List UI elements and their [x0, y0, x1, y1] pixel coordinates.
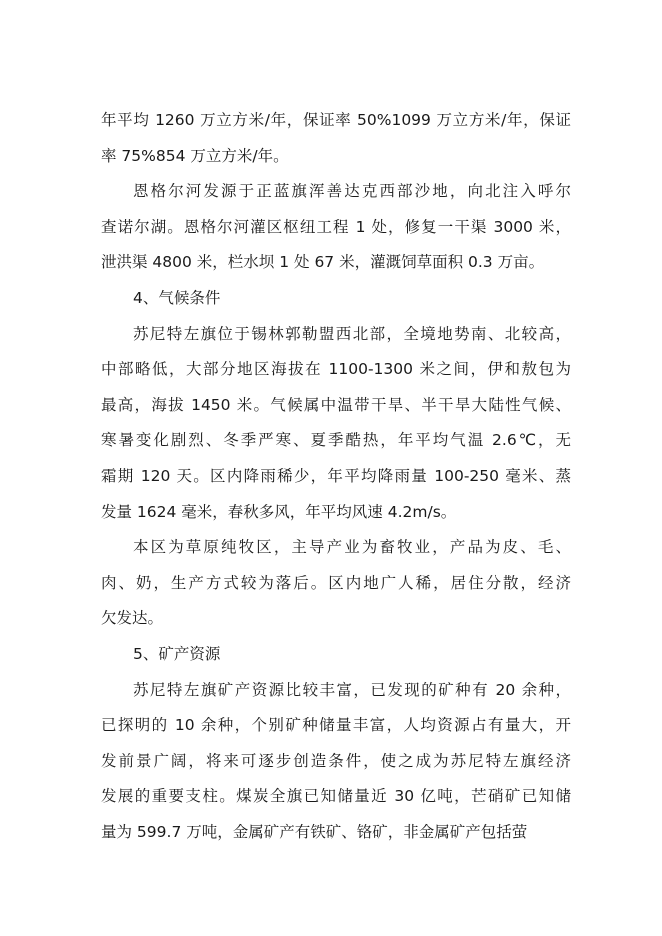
- text-line: 率 75%854 万立方米/年。: [101, 146, 289, 165]
- section-heading: 4、气候条件: [133, 288, 221, 307]
- text-line: 中部略低，大部分地区海拔在 1100-1300 米之间，伊和敖包为: [101, 360, 571, 379]
- text-line: 肉、奶，生产方式较为落后。区内地广人稀，居住分散，经济: [101, 573, 571, 592]
- paragraph-heading-climate: [101, 281, 571, 317]
- paragraph-climate: [101, 317, 571, 531]
- paragraph-water-supply-cont: [101, 103, 571, 174]
- section-heading: 5、矿产资源: [133, 644, 221, 663]
- text-line: 苏尼特左旗位于锡林郭勒盟西北部，全境地势南、北较高，: [133, 324, 571, 343]
- text-line: 查诺尔湖。恩格尔河灌区枢纽工程 1 处，修复一干渠 3000 米，: [101, 217, 571, 236]
- text-line: 本区为草原纯牧区，主导产业为畜牧业，产品为皮、毛、: [133, 538, 571, 557]
- paragraph-economy: [101, 530, 571, 637]
- document-body: [101, 103, 571, 850]
- text-line: 霜期 120 天。区内降雨稀少，年平均降雨量 100-250 毫米、蒸: [101, 466, 571, 485]
- text-line: 发量 1624 毫米，春秋多风，年平均风速 4.2m/s。: [101, 502, 457, 521]
- text-line: 发前景广阔，将来可逐步创造条件，使之成为苏尼特左旗经济: [101, 751, 571, 770]
- paragraph-minerals: [101, 673, 571, 851]
- text-line: 恩格尔河发源于正蓝旗浑善达克西部沙地，向北注入呼尔: [133, 182, 571, 201]
- paragraph-engeer-river: [101, 174, 571, 281]
- text-line: 最高，海拔 1450 米。气候属中温带干旱、半干旱大陆性气候、: [101, 395, 571, 414]
- text-line: 苏尼特左旗矿产资源比较丰富，已发现的矿种有 20 余种，: [133, 680, 571, 699]
- text-line: 泄洪渠 4800 米，栏水坝 1 处 67 米，灌溉饲草面积 0.3 万亩。: [101, 253, 545, 272]
- text-line: 量为 599.7 万吨，金属矿产有铁矿、铬矿，非金属矿产包括萤: [101, 822, 528, 841]
- text-line: 年平均 1260 万立方米/年，保证率 50%1099 万立方米/年，保证: [101, 111, 571, 129]
- text-line: 发展的重要支柱。煤炭全旗已知储量近 30 亿吨，芒硝矿已知储: [101, 787, 571, 806]
- paragraph-heading-minerals: [101, 637, 571, 673]
- text-line: 已探明的 10 余种，个别矿种储量丰富，人均资源占有量大，开: [101, 716, 571, 735]
- text-line: 寒暑变化剧烈、冬季严寒、夏季酷热，年平均气温 2.6℃，无: [101, 431, 571, 450]
- text-line: 欠发达。: [101, 609, 164, 628]
